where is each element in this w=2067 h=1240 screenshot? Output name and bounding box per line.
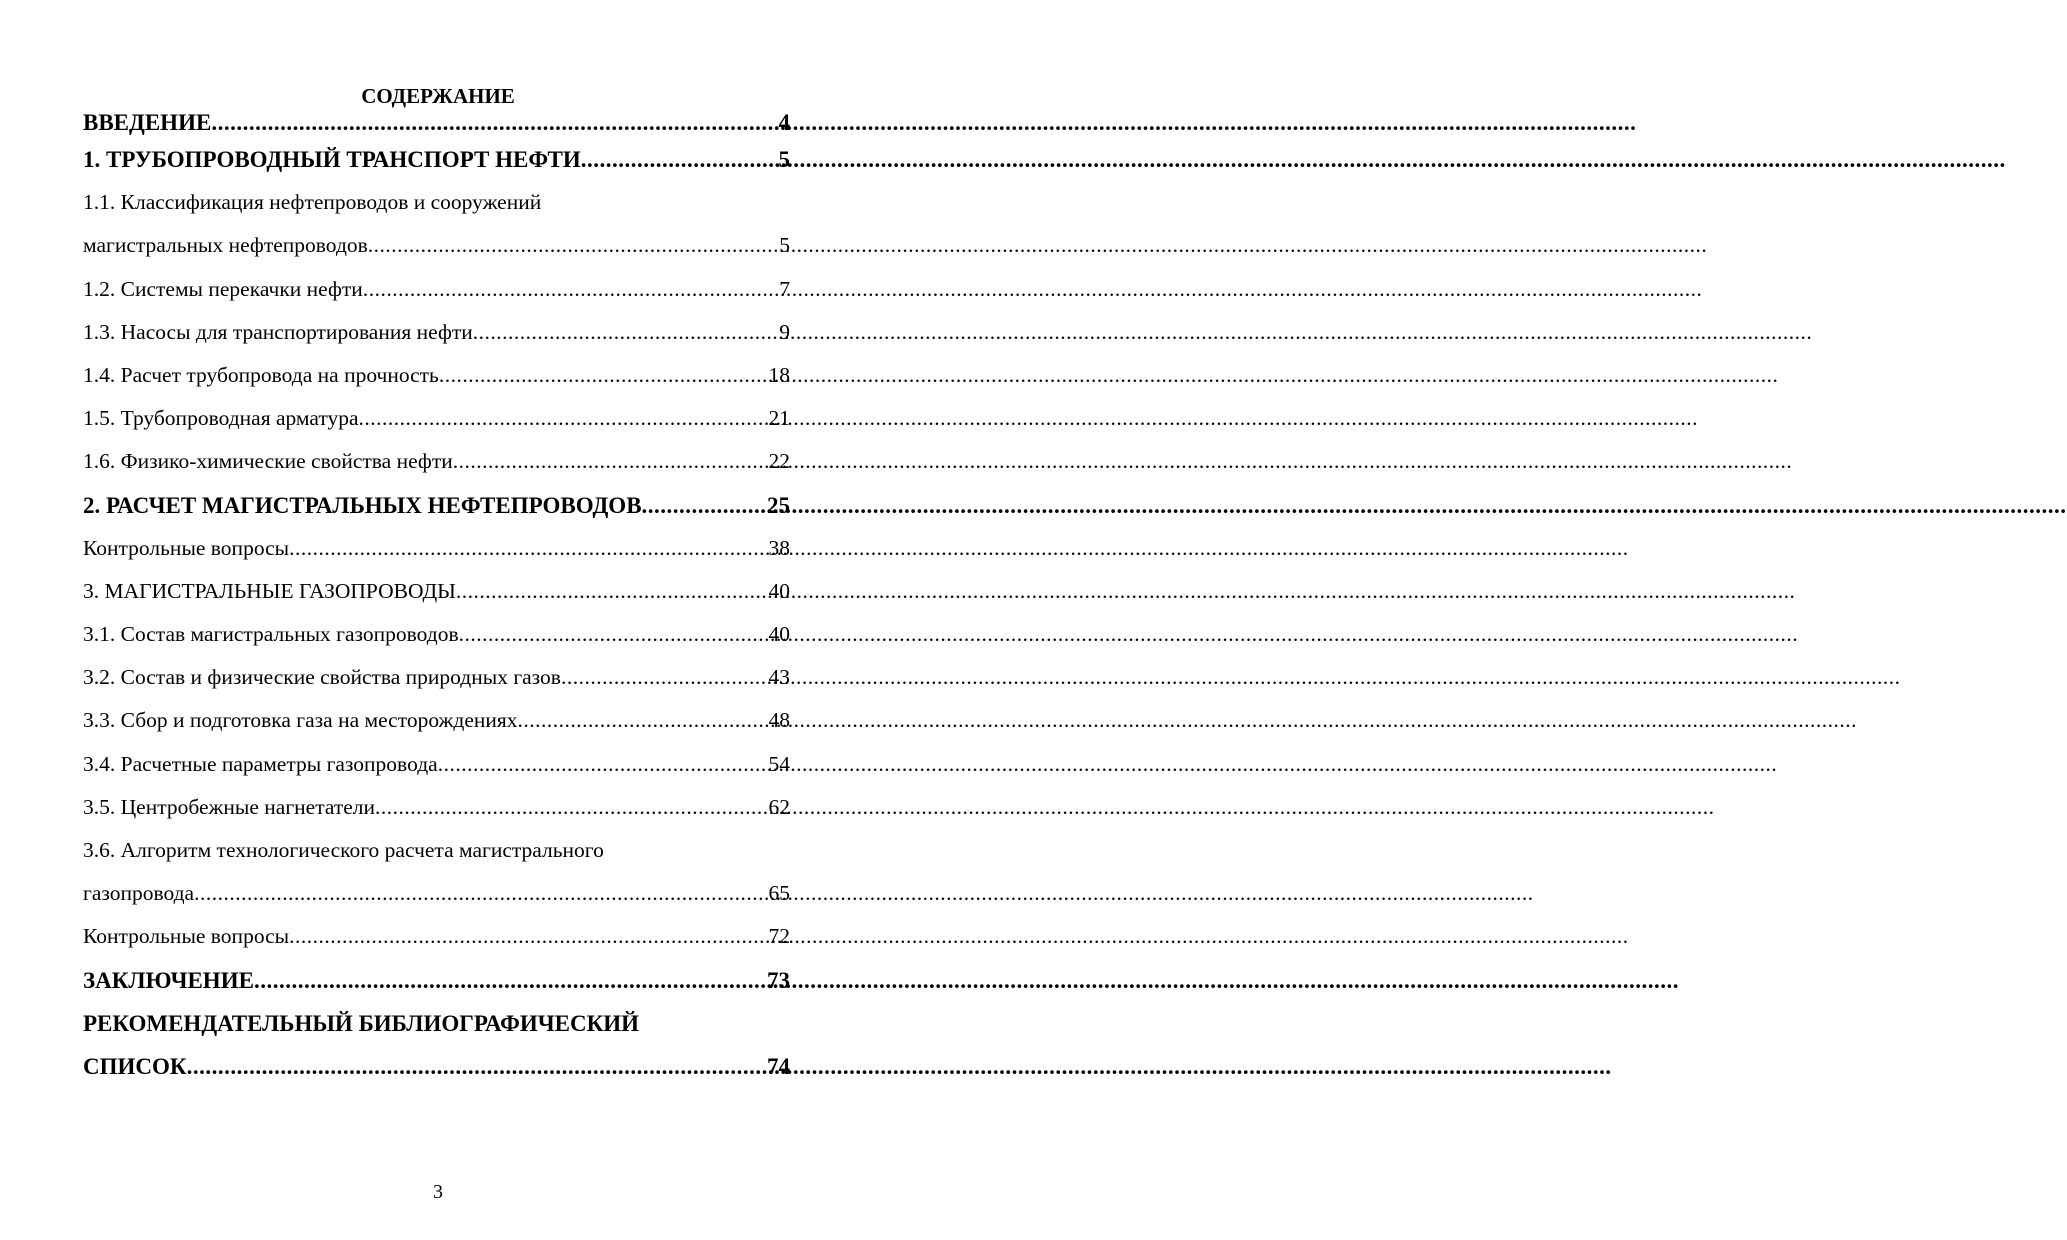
toc-entry-title: 1.2. Системы перекачки нефти bbox=[83, 276, 363, 301]
toc-entry-page-number: 21 bbox=[768, 406, 790, 431]
dot-leader bbox=[518, 699, 769, 742]
toc-entry-page-number: 48 bbox=[768, 708, 790, 733]
toc-entry-title: ЗАКЛЮЧЕНИЕ bbox=[83, 967, 254, 993]
toc-entry-row bbox=[83, 397, 790, 440]
toc-entry-title: 1.6. Физико-химические свойства нефти bbox=[83, 449, 453, 474]
dot-leader bbox=[642, 484, 767, 527]
toc-entry-row bbox=[83, 872, 790, 915]
toc-entry bbox=[83, 959, 790, 1002]
toc-entry bbox=[83, 311, 790, 354]
toc-entry bbox=[83, 1002, 790, 1088]
toc-entry-page-number: 5 bbox=[778, 147, 790, 172]
toc-entry-title: 1.4. Расчет трубопровода на прочность bbox=[83, 362, 439, 387]
toc-entry-page-number: 5 bbox=[779, 233, 790, 258]
toc-entry-title: 1. ТРУБОПРОВОДНЫЙ ТРАНСПОРТ НЕФТИ bbox=[83, 147, 581, 172]
dot-leader bbox=[254, 959, 767, 1002]
toc-entry bbox=[83, 743, 790, 786]
toc-entry-page-number: 9 bbox=[779, 319, 790, 344]
toc-entry-page-number: 73 bbox=[767, 967, 790, 993]
toc-entry-page-number: 25 bbox=[767, 492, 790, 518]
toc-entry-row bbox=[83, 959, 790, 1002]
toc-entry-row bbox=[83, 268, 790, 311]
dot-leader bbox=[211, 108, 778, 138]
toc-entry-row bbox=[83, 354, 790, 397]
toc-entry-row bbox=[83, 613, 790, 656]
toc-entry-title: 1.3. Насосы для транспортирования нефти bbox=[83, 319, 473, 344]
dot-leader bbox=[456, 570, 769, 613]
toc-entry bbox=[83, 829, 790, 915]
toc-entry-page-number: 40 bbox=[768, 578, 790, 603]
page-number: 3 bbox=[433, 1181, 443, 1203]
dot-leader bbox=[363, 268, 779, 311]
toc-entry bbox=[83, 570, 790, 613]
toc-entry bbox=[83, 915, 790, 958]
toc-entry bbox=[83, 108, 790, 138]
toc-entry-title: 3.3. Сбор и подготовка газа на месторождениях bbox=[83, 708, 518, 733]
toc-entry-page-number: 4 bbox=[778, 110, 790, 135]
toc-entry-page-number: 38 bbox=[768, 535, 790, 560]
dot-leader bbox=[473, 311, 779, 354]
toc-entry bbox=[83, 786, 790, 829]
toc-entry-title: магистральных нефтепроводов bbox=[83, 233, 368, 258]
toc-entry-page-number: 7 bbox=[779, 276, 790, 301]
toc-entry-row bbox=[83, 1045, 790, 1088]
dot-leader bbox=[289, 527, 768, 570]
toc-entry-row bbox=[83, 484, 790, 527]
toc-entry-page-number: 62 bbox=[768, 794, 790, 819]
toc-entry-row bbox=[83, 311, 790, 354]
toc-entry bbox=[83, 699, 790, 742]
toc-entry-title: 3.5. Центробежные нагнетатели bbox=[83, 794, 376, 819]
toc-entry-page-number: 65 bbox=[768, 881, 790, 906]
dot-leader bbox=[375, 786, 768, 829]
toc-entry-page-number: 43 bbox=[768, 665, 790, 690]
toc-entry-page-number: 40 bbox=[768, 622, 790, 647]
toc-entry bbox=[83, 527, 790, 570]
dot-leader bbox=[359, 397, 769, 440]
toc-entry-row bbox=[83, 527, 790, 570]
dot-leader bbox=[439, 354, 769, 397]
dot-leader bbox=[438, 743, 769, 786]
dot-leader bbox=[561, 656, 769, 699]
toc-entry-title: газопровода bbox=[83, 881, 195, 906]
toc-entry-row bbox=[83, 440, 790, 483]
toc-entry-row bbox=[83, 699, 790, 742]
toc-entry-title: 1.5. Трубопроводная арматура bbox=[83, 406, 359, 431]
toc-entry-row bbox=[83, 108, 790, 138]
dot-leader bbox=[368, 224, 779, 267]
toc-entry-page-number: 22 bbox=[768, 449, 790, 474]
toc-entry-page-number: 54 bbox=[768, 751, 790, 776]
toc-entry-row bbox=[83, 656, 790, 699]
toc-entry-title: 3.4. Расчетные параметры газопровода bbox=[83, 751, 438, 776]
dot-leader bbox=[581, 138, 779, 181]
toc-entry-title: Контрольные вопросы bbox=[83, 535, 290, 560]
toc-entry-page-number: 18 bbox=[768, 362, 790, 387]
toc-entry bbox=[83, 138, 790, 181]
toc-entry bbox=[83, 440, 790, 483]
toc-entry-row bbox=[83, 743, 790, 786]
toc-entry-row bbox=[83, 224, 790, 267]
toc-entry bbox=[83, 354, 790, 397]
toc-entry-title-line: 1.1. Классификация нефтепроводов и сооружений bbox=[83, 190, 542, 215]
toc-entry-title: 3.2. Состав и физические свойства природных газов bbox=[83, 665, 561, 690]
toc-entry-title-line: 3.6. Алгоритм технологического расчета магистрального bbox=[83, 838, 604, 862]
page-title: СОДЕРЖАНИЕ bbox=[361, 84, 515, 108]
toc-entry-page-number: 74 bbox=[767, 1053, 790, 1079]
toc-entry bbox=[83, 656, 790, 699]
toc-entry bbox=[83, 613, 790, 656]
toc-entry-row bbox=[83, 570, 790, 613]
toc-entry-title-line: РЕКОМЕНДАТЕЛЬНЫЙ БИБЛИОГРАФИЧЕСКИЙ bbox=[83, 1010, 640, 1036]
toc-entry bbox=[83, 268, 790, 311]
toc-entry bbox=[83, 397, 790, 440]
toc-entry-title: ВВЕДЕНИЕ bbox=[83, 110, 212, 135]
toc-entry-title: 3.1. Состав магистральных газопроводов bbox=[83, 622, 459, 647]
dot-leader bbox=[453, 440, 769, 483]
dot-leader bbox=[187, 1045, 767, 1088]
table-of-contents bbox=[83, 108, 790, 1088]
toc-entry bbox=[83, 181, 790, 267]
toc-entry-title: 2. РАСЧЕТ МАГИСТРАЛЬНЫХ НЕФТЕПРОВОДОВ bbox=[83, 492, 642, 518]
dot-leader bbox=[459, 613, 769, 656]
toc-entry-row bbox=[83, 138, 790, 181]
dot-leader bbox=[194, 872, 768, 915]
toc-entry-row bbox=[83, 915, 790, 958]
toc-entry-title: Контрольные вопросы bbox=[83, 924, 290, 949]
toc-entry-title: СПИСОК bbox=[83, 1053, 187, 1079]
toc-entry bbox=[83, 484, 790, 527]
document-page bbox=[0, 0, 876, 1240]
toc-entry-row bbox=[83, 786, 790, 829]
toc-entry-title: 3. МАГИСТРАЛЬНЫЕ ГАЗОПРОВОДЫ bbox=[83, 578, 456, 603]
dot-leader bbox=[289, 915, 768, 958]
toc-entry-page-number: 72 bbox=[768, 924, 790, 949]
